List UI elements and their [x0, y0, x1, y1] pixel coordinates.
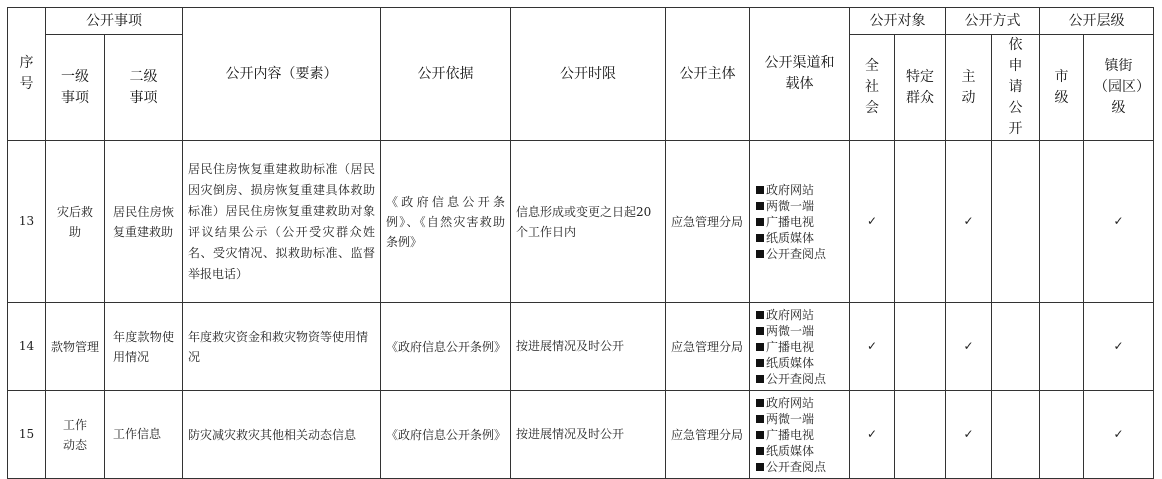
row-subject: 应急管理分局: [666, 391, 750, 479]
bullet-square-icon: [756, 311, 764, 319]
row-level1: 款物管理: [46, 303, 105, 391]
row-subject: 应急管理分局: [666, 303, 750, 391]
row-seq: 15: [8, 391, 46, 479]
header-matters: 公开事项: [46, 8, 183, 35]
row-deadline: 信息形成或变更之日起20个工作日内: [511, 141, 666, 303]
cell-aud-specific: [895, 303, 946, 391]
row-deadline: 按进展情况及时公开: [511, 391, 666, 479]
disclosure-table: [7, 7, 1154, 479]
header-aud-all: 全社会: [850, 35, 895, 141]
bullet-square-icon: [756, 447, 764, 455]
row-level2: 工作信息: [105, 391, 183, 479]
header-m-active: 主动: [946, 35, 992, 141]
header-l-city: 市级: [1040, 35, 1084, 141]
cell-aud-specific: [895, 141, 946, 303]
channel-item: 纸质媒体: [750, 230, 849, 246]
channel-item: 公开查阅点: [750, 246, 849, 262]
check-m-active: ✓: [946, 391, 992, 479]
channel-item: 广播电视: [750, 214, 849, 230]
channel-item: 政府网站: [750, 182, 849, 198]
bullet-square-icon: [756, 234, 764, 242]
row-seq: 13: [8, 141, 46, 303]
cell-l-city: [1040, 303, 1084, 391]
check-m-active: ✓: [946, 303, 992, 391]
bullet-square-icon: [756, 218, 764, 226]
row-content: 居民住房恢复重建救助标准（居民因灾倒房、损房恢复重建具体救助标准）居民住房恢复重建救助对象评议结果公示（公开受灾群众姓名、受灾情况、拟救助标准、监督举报电话）: [183, 141, 381, 303]
check-l-town: ✓: [1084, 141, 1154, 303]
check-aud-all: ✓: [850, 391, 895, 479]
cell-aud-specific: [895, 391, 946, 479]
header-method: 公开方式: [946, 8, 1040, 35]
bullet-square-icon: [756, 375, 764, 383]
check-l-town: ✓: [1084, 303, 1154, 391]
channel-item: 政府网站: [750, 307, 849, 323]
bullet-square-icon: [756, 186, 764, 194]
cell-m-request: [992, 141, 1040, 303]
channel-item: 公开查阅点: [750, 459, 849, 475]
channel-item: 两微一端: [750, 411, 849, 427]
row-content: 防灾减灾救灾其他相关动态信息: [183, 391, 381, 479]
row-basis: 《政府信息公开条例》: [381, 391, 511, 479]
channel-item: 纸质媒体: [750, 355, 849, 371]
bullet-square-icon: [756, 343, 764, 351]
header-aud-specific: 特定群众: [895, 35, 946, 141]
header-m-request: 依申请公开: [992, 35, 1040, 141]
row-seq: 14: [8, 303, 46, 391]
row-content: 年度救灾资金和救灾物资等使用情况: [183, 303, 381, 391]
channel-item: 公开查阅点: [750, 371, 849, 387]
channel-item: 政府网站: [750, 395, 849, 411]
cell-l-city: [1040, 391, 1084, 479]
row-level1: 工作动态: [46, 391, 105, 479]
header-basis: 公开依据: [381, 8, 511, 141]
header-layer: 公开层级: [1040, 8, 1154, 35]
bullet-square-icon: [756, 250, 764, 258]
row-basis: 《政府信息公开条例》: [381, 303, 511, 391]
table-row: [8, 303, 1154, 391]
bullet-square-icon: [756, 202, 764, 210]
cell-m-request: [992, 391, 1040, 479]
channel-item: 广播电视: [750, 339, 849, 355]
header-deadline: 公开时限: [511, 8, 666, 141]
table-row: [8, 391, 1154, 479]
channel-item: 纸质媒体: [750, 443, 849, 459]
row-channels: [750, 391, 850, 479]
cell-l-city: [1040, 141, 1084, 303]
bullet-square-icon: [756, 359, 764, 367]
row-subject: 应急管理分局: [666, 141, 750, 303]
header-channel: 公开渠道和载体: [750, 8, 850, 141]
check-m-active: ✓: [946, 141, 992, 303]
bullet-square-icon: [756, 399, 764, 407]
header-level1: 一级事项: [46, 35, 105, 141]
row-channels: [750, 303, 850, 391]
header-l-town: 镇街（园区）级: [1084, 35, 1154, 141]
channel-item: 两微一端: [750, 323, 849, 339]
row-channels: [750, 141, 850, 303]
cell-m-request: [992, 303, 1040, 391]
header-level2: 二级事项: [105, 35, 183, 141]
check-l-town: ✓: [1084, 391, 1154, 479]
row-level2: 年度款物使用情况: [105, 303, 183, 391]
bullet-square-icon: [756, 415, 764, 423]
table-row: [8, 141, 1154, 303]
row-basis: 《政府信息公开条例》、《自然灾害救助条例》: [381, 141, 511, 303]
channel-item: 两微一端: [750, 198, 849, 214]
row-level2: 居民住房恢复重建救助: [105, 141, 183, 303]
check-aud-all: ✓: [850, 141, 895, 303]
bullet-square-icon: [756, 431, 764, 439]
header-audience: 公开对象: [850, 8, 946, 35]
row-deadline: 按进展情况及时公开: [511, 303, 666, 391]
header-subject: 公开主体: [666, 8, 750, 141]
header-seq: 序号: [8, 8, 46, 141]
header-content: 公开内容（要素）: [183, 8, 381, 141]
channel-item: 广播电视: [750, 427, 849, 443]
row-level1: 灾后救助: [46, 141, 105, 303]
check-aud-all: ✓: [850, 303, 895, 391]
bullet-square-icon: [756, 327, 764, 335]
